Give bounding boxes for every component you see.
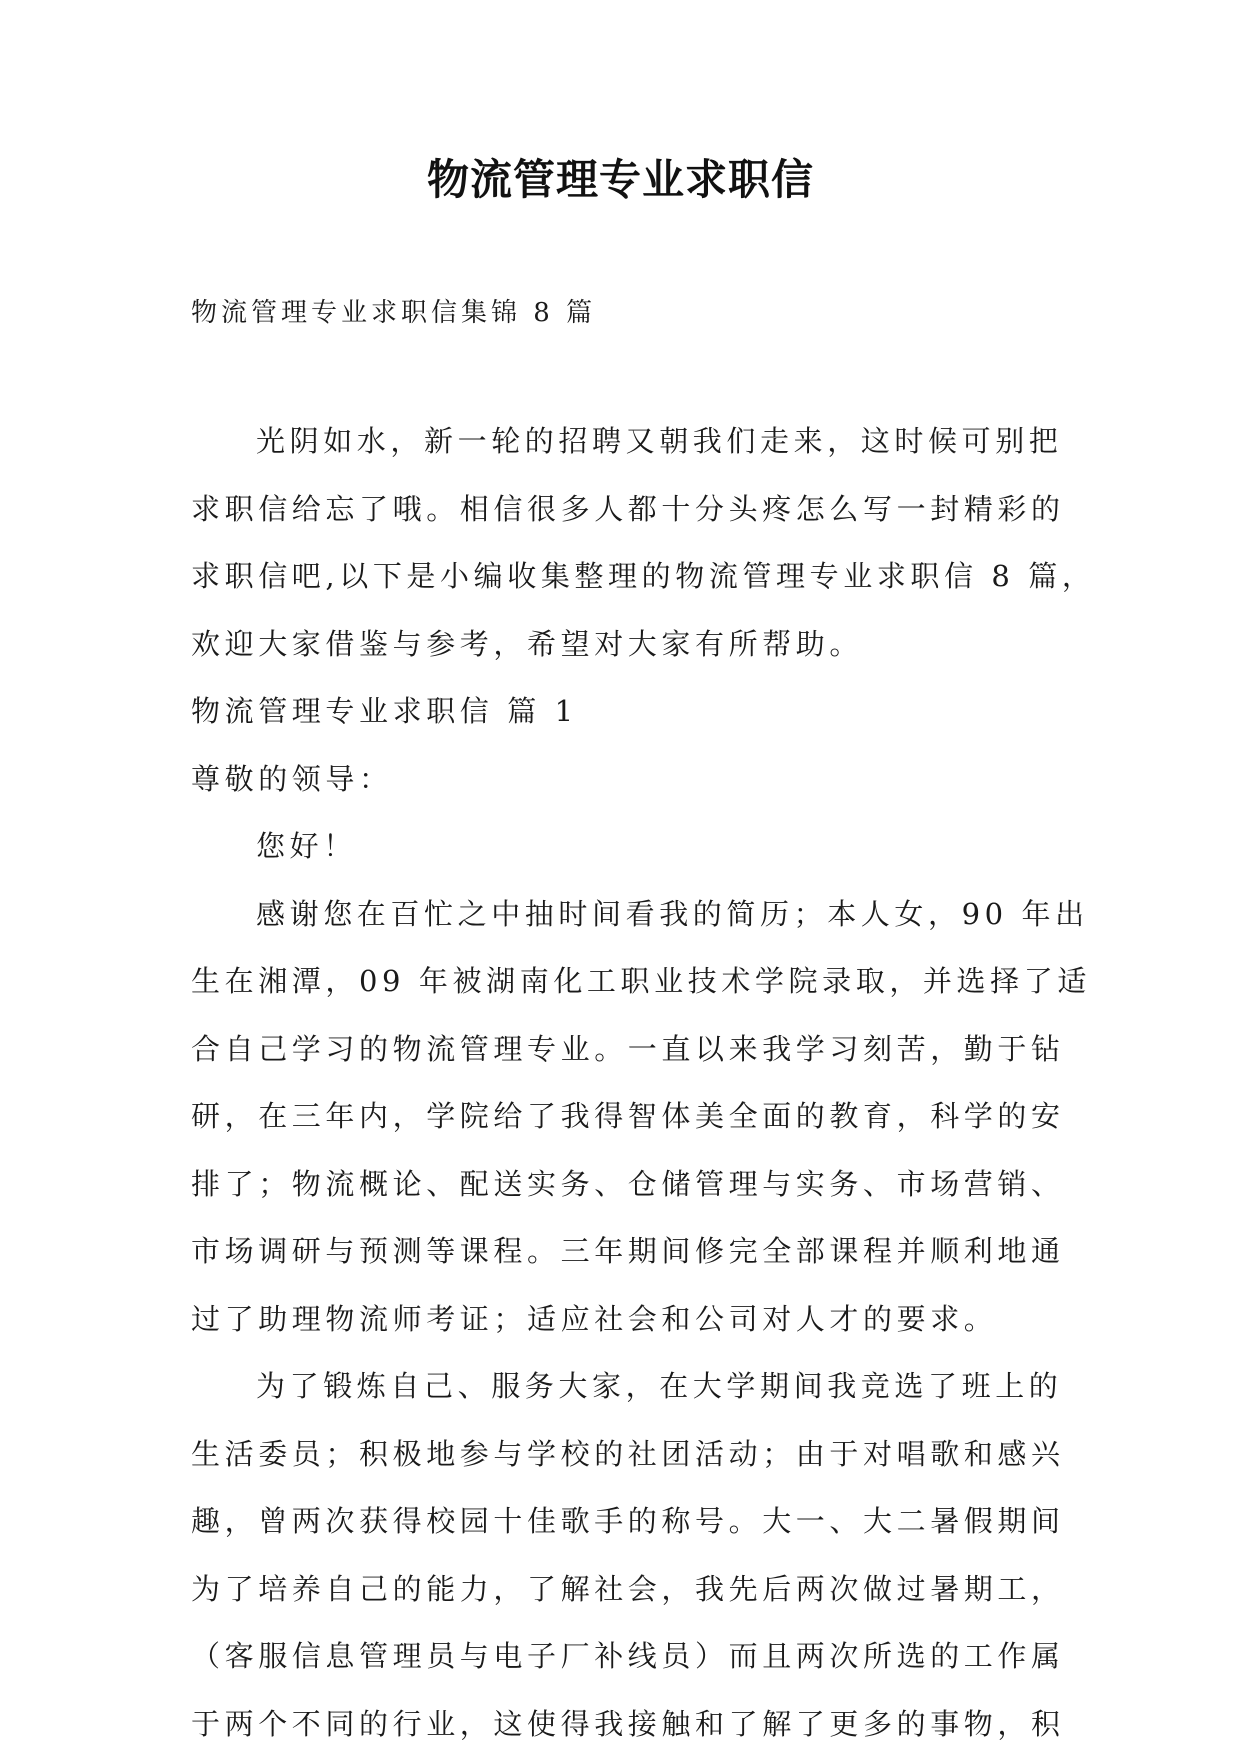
paragraph-line: 研，在三年内，学院给了我得智体美全面的教育，科学的安 (191, 1083, 1051, 1151)
paragraph-line: 于两个不同的行业，这使得我接触和了解了更多的事物，积 (191, 1691, 1051, 1758)
paragraph-line: 排了；物流概论、配送实务、仓储管理与实务、市场营销、 (191, 1151, 1051, 1219)
document-title: 物流管理专业求职信 (0, 152, 1241, 208)
paragraph-line: （客服信息管理员与电子厂补线员）而且两次所选的工作属 (191, 1623, 1051, 1691)
paragraph-line: 市场调研与预测等课程。三年期间修完全部课程并顺利地通 (191, 1218, 1051, 1286)
paragraph-line: 光阴如水，新一轮的招聘又朝我们走来，这时候可别把 (191, 408, 1051, 476)
paragraph-line: 过了助理物流师考证；适应社会和公司对人才的要求。 (191, 1286, 1051, 1354)
document-body (191, 408, 1051, 1758)
paragraph-line: 生在湘潭，09 年被湖南化工职业技术学院录取，并选择了适 (191, 948, 1051, 1016)
document-subtitle: 物流管理专业求职信集锦 8 篇 (191, 293, 596, 333)
paragraph-line: 生活委员；积极地参与学校的社团活动；由于对唱歌和感兴 (191, 1421, 1051, 1489)
paragraph-line: 感谢您在百忙之中抽时间看我的简历；本人女，90 年出 (191, 881, 1051, 949)
paragraph-line: 求职信给忘了哦。相信很多人都十分头疼怎么写一封精彩的 (191, 476, 1051, 544)
salutation: 尊敬的领导： (191, 746, 1051, 814)
greeting: 您好！ (191, 813, 1051, 881)
paragraph-line: 趣，曾两次获得校园十佳歌手的称号。大一、大二暑假期间 (191, 1488, 1051, 1556)
paragraph-line: 为了锻炼自己、服务大家，在大学期间我竞选了班上的 (191, 1353, 1051, 1421)
paragraph-line: 合自己学习的物流管理专业。一直以来我学习刻苦，勤于钻 (191, 1016, 1051, 1084)
paragraph-line: 为了培养自己的能力，了解社会，我先后两次做过暑期工， (191, 1556, 1051, 1624)
section-heading: 物流管理专业求职信 篇 1 (191, 678, 1051, 746)
paragraph-line: 求职信吧,以下是小编收集整理的物流管理专业求职信 8 篇， (191, 543, 1051, 611)
paragraph-line: 欢迎大家借鉴与参考，希望对大家有所帮助。 (191, 611, 1051, 679)
